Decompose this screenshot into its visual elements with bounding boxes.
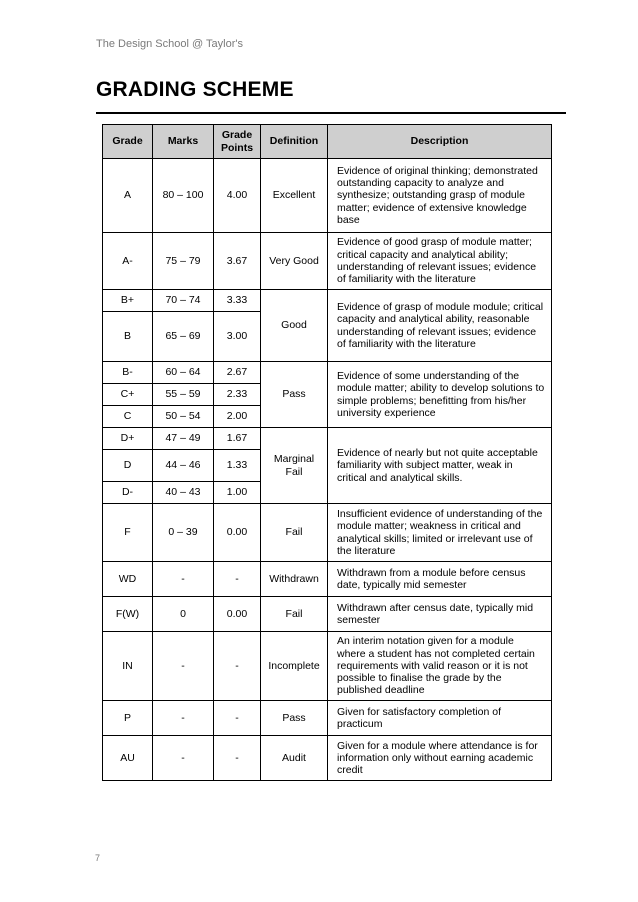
marks-cell: -: [153, 632, 214, 701]
header-definition: Definition: [261, 125, 328, 159]
description-cell: Evidence of grasp of module module; critical capacity and analytical ability, reasonable understanding of relevant issues; evidence of familiarity with the literature: [328, 290, 552, 362]
points-cell: -: [214, 736, 261, 781]
points-cell: -: [214, 632, 261, 701]
description-cell: An interim notation given for a module where a student has not completed certain requirements with valid reason or it is not possible to finalise the grade by the published deadline: [328, 632, 552, 701]
grade-cell: B+: [103, 290, 153, 312]
description-cell: Evidence of good grasp of module matter; critical capacity and analytical ability; understanding of relevant issues; evidence of familiarity with the literature: [328, 233, 552, 290]
points-cell: 2.33: [214, 384, 261, 406]
table-row: [103, 428, 552, 450]
grade-cell: D: [103, 450, 153, 482]
definition-cell: Fail: [261, 597, 328, 632]
table-row: [103, 290, 552, 312]
grade-cell: P: [103, 701, 153, 736]
points-cell: 1.33: [214, 450, 261, 482]
description-cell: Insufficient evidence of understanding of the module matter; weakness in critical and analytical skills; limited or irrelevant use of the literature: [328, 504, 552, 562]
grade-cell: D-: [103, 482, 153, 504]
grade-cell: C: [103, 406, 153, 428]
marks-cell: 65 – 69: [153, 312, 214, 362]
table-row: [103, 597, 552, 632]
description-cell: Evidence of some understanding of the module matter; ability to develop solutions to simple problems; benefitting from his/her university experience: [328, 362, 552, 428]
grade-cell: AU: [103, 736, 153, 781]
definition-cell: Pass: [261, 701, 328, 736]
marks-cell: 80 – 100: [153, 159, 214, 233]
table-row: [103, 159, 552, 233]
definition-cell: Audit: [261, 736, 328, 781]
grade-cell: F(W): [103, 597, 153, 632]
points-cell: -: [214, 701, 261, 736]
running-header: The Design School @ Taylor's: [96, 38, 243, 50]
description-cell: Withdrawn from a module before census date, typically mid semester: [328, 562, 552, 597]
definition-cell: Incomplete: [261, 632, 328, 701]
points-cell: 1.00: [214, 482, 261, 504]
description-cell: Evidence of original thinking; demonstrated outstanding capacity to analyze and synthesize; outstanding grasp of module matter; evidence of extensive knowledge base: [328, 159, 552, 233]
marks-cell: -: [153, 736, 214, 781]
marks-cell: 40 – 43: [153, 482, 214, 504]
definition-cell: Excellent: [261, 159, 328, 233]
page-number: 7: [95, 853, 101, 863]
marks-cell: 0 – 39: [153, 504, 214, 562]
marks-cell: 55 – 59: [153, 384, 214, 406]
table-header-row: [103, 125, 552, 159]
grading-table: [102, 124, 552, 781]
marks-cell: 75 – 79: [153, 233, 214, 290]
grade-cell: WD: [103, 562, 153, 597]
grade-cell: B-: [103, 362, 153, 384]
table-row: [103, 504, 552, 562]
points-cell: 0.00: [214, 597, 261, 632]
header-marks: Marks: [153, 125, 214, 159]
points-cell: 2.00: [214, 406, 261, 428]
description-cell: Given for a module where attendance is for information only without earning academic credit: [328, 736, 552, 781]
header-description: Description: [328, 125, 552, 159]
table-row: [103, 233, 552, 290]
points-cell: 1.67: [214, 428, 261, 450]
grade-cell: IN: [103, 632, 153, 701]
header-grade-points: Grade Points: [214, 125, 261, 159]
points-cell: 4.00: [214, 159, 261, 233]
grade-cell: F: [103, 504, 153, 562]
points-cell: 3.67: [214, 233, 261, 290]
points-cell: 0.00: [214, 504, 261, 562]
table-row: [103, 632, 552, 701]
grade-cell: D+: [103, 428, 153, 450]
table-row: [103, 362, 552, 384]
marks-cell: 60 – 64: [153, 362, 214, 384]
description-cell: Evidence of nearly but not quite acceptable familiarity with subject matter, weak in critical and analytical skills.: [328, 428, 552, 504]
description-cell: Given for satisfactory completion of practicum: [328, 701, 552, 736]
marks-cell: 44 – 46: [153, 450, 214, 482]
grade-cell: A: [103, 159, 153, 233]
points-cell: 2.67: [214, 362, 261, 384]
points-cell: 3.00: [214, 312, 261, 362]
grade-cell: A-: [103, 233, 153, 290]
page-title: GRADING SCHEME: [96, 78, 294, 101]
table-row: [103, 562, 552, 597]
table-row: [103, 736, 552, 781]
definition-cell: Good: [261, 290, 328, 362]
grade-cell: B: [103, 312, 153, 362]
header-grade: Grade: [103, 125, 153, 159]
marks-cell: 70 – 74: [153, 290, 214, 312]
definition-cell: Marginal Fail: [261, 428, 328, 504]
description-cell: Withdrawn after census date, typically mid semester: [328, 597, 552, 632]
points-cell: -: [214, 562, 261, 597]
table-row: [103, 701, 552, 736]
marks-cell: 47 – 49: [153, 428, 214, 450]
marks-cell: 50 – 54: [153, 406, 214, 428]
definition-cell: Fail: [261, 504, 328, 562]
marks-cell: -: [153, 562, 214, 597]
marks-cell: -: [153, 701, 214, 736]
definition-cell: Pass: [261, 362, 328, 428]
title-underline: [96, 112, 566, 114]
definition-cell: Very Good: [261, 233, 328, 290]
definition-cell: Withdrawn: [261, 562, 328, 597]
marks-cell: 0: [153, 597, 214, 632]
points-cell: 3.33: [214, 290, 261, 312]
grade-cell: C+: [103, 384, 153, 406]
